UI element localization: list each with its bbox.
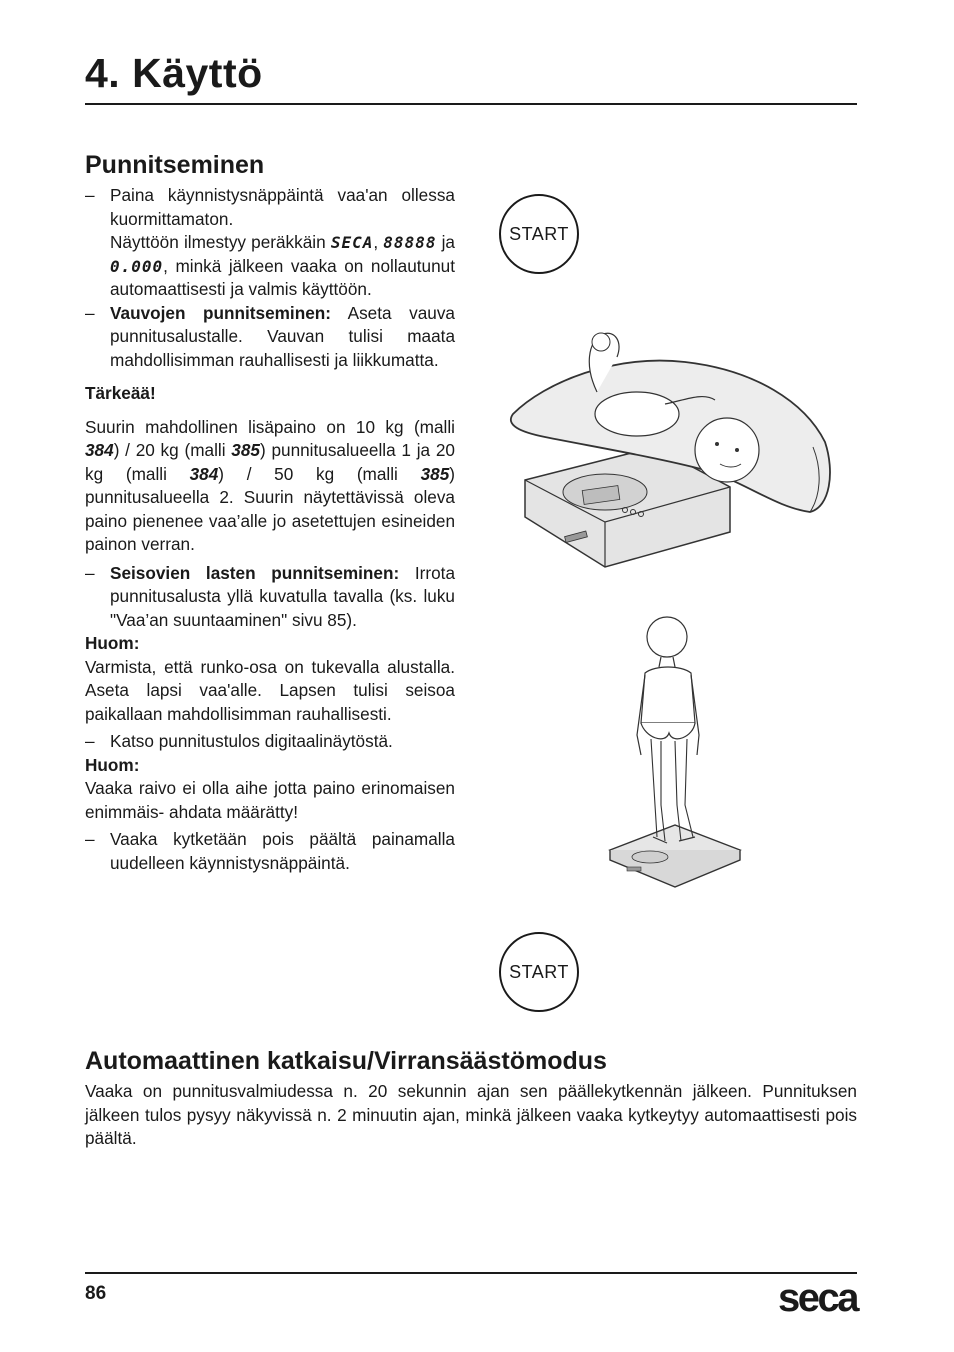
instruction-text: Vaaka kytketään pois päältä painamalla uudelleen käynnistysnäppäintä.: [110, 829, 455, 873]
instruction-text: , minkä jälkeen vaaka on nollautunut automaattisesti ja valmis käyttöön.: [110, 255, 455, 299]
title-divider: [85, 103, 857, 105]
bullet-dash: –: [85, 302, 95, 323]
model-number: 385: [231, 440, 260, 460]
bullet-dash: –: [85, 731, 95, 751]
model-number: 385: [420, 463, 450, 484]
instruction-label: Vauvojen punnitseminen:: [110, 302, 331, 323]
page-title: 4. Käyttö: [85, 50, 263, 96]
section-heading-auto-off: Automaattinen katkaisu/Virransäästömodus: [85, 1047, 607, 1075]
start-button[interactable]: START: [499, 194, 579, 274]
important-text: Suurin mahdollinen lisäpaino on 10 kg (malli 384) / 20 kg (malli 385) punnitusalueella 1 ja 20 kg (malli 384) / 50 kg (malli 385) punnitusalueella 2. Suurin näytettävissä oleva paino pienenee vaa’alle jo asetettujen esineiden painon verran.: [85, 416, 455, 554]
instruction-text: Näyttöön ilmestyy peräkkäin: [110, 232, 331, 252]
seca-logo: seca: [778, 1276, 857, 1320]
bullet-dash: –: [85, 185, 95, 205]
display-88888: 88888: [383, 233, 437, 252]
note-label: Huom:: [85, 754, 140, 775]
instruction-switch-off: [85, 828, 455, 875]
instruction-text: Paina käynnistysnäppäintä vaa'an ollessa kuormittamaton.: [110, 185, 455, 229]
instruction-text: Aseta vauva punnitusalustalle. Vauvan tulisi maata mahdollisimman rauhallisesti ja liikkumatta.: [110, 302, 455, 370]
instruction-read-result: [85, 730, 455, 754]
note-label: Huom:: [85, 633, 140, 653]
instruction-text: ,: [373, 232, 379, 252]
section-heading-weighing: Punnitseminen: [85, 151, 265, 179]
note-text: Vaaka raivo ei olla aihe jotta paino erinomaisen enimmäis- ahdata määrätty!: [85, 778, 455, 822]
start-button[interactable]: START: [499, 932, 579, 1012]
baby-scale-illustration: [505, 322, 845, 577]
bullet-dash: –: [85, 562, 95, 583]
display-seca: SECA: [330, 233, 374, 252]
model-number: 384: [189, 463, 219, 484]
instruction-text: Irrota punnitusalusta yllä kuvatulla tavalla (ks. luku "Vaa’an suuntaaminen" sivu 85).: [110, 562, 456, 630]
instruction-text: Katso punnitustulos digitaalinäytöstä.: [110, 731, 393, 751]
display-zero: 0.000: [110, 256, 164, 276]
instruction-label: Seisovien lasten punnitseminen:: [110, 562, 400, 583]
weighing-instructions: [85, 184, 455, 875]
standing-child-illustration: [605, 605, 745, 890]
bullet-dash: –: [85, 829, 95, 849]
instruction-start: [85, 184, 455, 302]
model-number: 384: [85, 440, 114, 460]
note-text: Varmista, että runko-osa on tukevalla alustalla. Aseta lapsi vaa'alle. Lapsen tulisi seisoa paikallaan mahdollisimman rauhallisesti.: [85, 656, 455, 724]
instruction-standing: [85, 562, 455, 633]
instruction-text: ja: [436, 232, 455, 252]
page-number: 86: [85, 1283, 107, 1304]
important-label: Tärkeää!: [85, 383, 156, 403]
auto-off-text: Vaaka on punnitusvalmiudessa n. 20 sekunnin ajan sen päällekytkennän jälkeen. Punnituksen jälkeen tulos pysyy näkyvissä n. 2 minuutin ajan, minkä jälkeen vaaka kytkeytyy automaattisesti pois päältä.: [85, 1081, 857, 1148]
footer-divider: [85, 1272, 857, 1274]
instruction-baby: [85, 302, 455, 373]
